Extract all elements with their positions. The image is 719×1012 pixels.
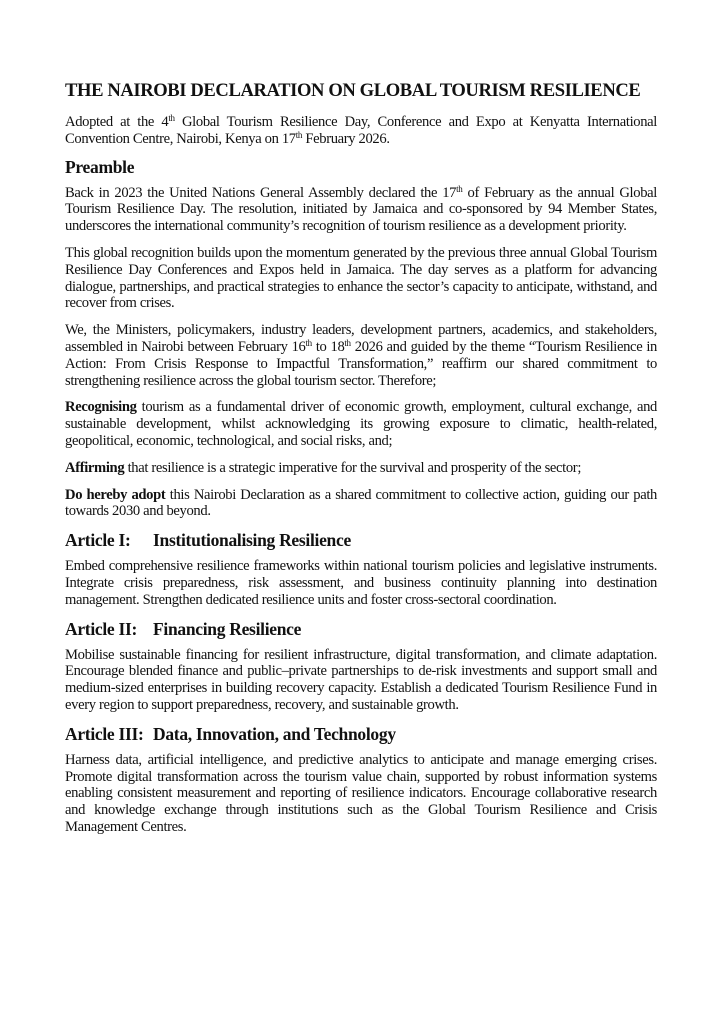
preamble-paragraph-3 <box>65 322 657 389</box>
adoption-statement <box>65 114 657 148</box>
affirming-text: that resilience is a strategic imperative for the survival and prosperity of the sector; <box>124 459 582 476</box>
ordinal-suffix: th <box>456 183 463 194</box>
article-3-heading <box>65 724 657 744</box>
article-2-title: Financing Resilience <box>153 618 302 639</box>
recognising-clause <box>65 399 657 449</box>
ordinal-suffix: th <box>168 113 175 123</box>
article-1-number: Article I: <box>65 530 131 551</box>
recognising-text: tourism as a fundamental driver of economic growth, employment, cultural exchange, and sustainable development, whilst acknowledging its growing exposure to climatic, health-related, geopolitical, economic, technological, and social risks, and; <box>65 399 657 449</box>
affirming-lead: Affirming <box>65 459 125 476</box>
adoption-text-1: Adopted at the 4 <box>65 114 169 130</box>
preamble-p3-text-3: 2026 and guided by the theme “Tourism Resilience in Action: From Crisis Response to Impactful Transformation,” reaffirm our shared commitment to strengthening resilience across the global tourism sector. Therefore; <box>65 338 657 389</box>
adopt-lead: Do hereby adopt <box>65 486 166 503</box>
preamble-paragraph-1 <box>65 185 657 235</box>
ordinal-suffix: th <box>295 129 303 140</box>
adoption-text-2: Global Tourism Resilience Day, Conference and Expo at Kenyatta International Convention Centre, Nairobi, Kenya on 17 <box>65 114 658 147</box>
preamble-p3-text-1: We, the Ministers, policymakers, industry leaders, development partners, academics, and stakeholders, assembled in Nairobi between February 16 <box>65 322 657 355</box>
document-title: THE NAIROBI DECLARATION ON GLOBAL TOURISM RESILIENCE <box>65 80 641 101</box>
article-2-body: Mobilise sustainable financing for resilient infrastructure, digital transformation, and climate adaptation. Encourage blended finance and public–private partnerships to de-risk investments and support small and medium-sized enterprises in building recovery capacity. Establish a dedicated Tourism Resilience Fund in every region to support preparedness, recovery, and sustainable growth. <box>65 646 657 713</box>
ordinal-suffix: th <box>344 337 351 348</box>
affirming-clause <box>65 460 657 477</box>
preamble-p1-text-2: of February as the annual Global Tourism Resilience Day. The resolution, initiated by Jamaica and co-sponsored by 94 Member States, underscores the international community’s recognition of tourism resilience as a development priority. <box>65 184 657 235</box>
article-1-heading <box>65 530 657 550</box>
article-3-title: Data, Innovation, and Technology <box>153 723 396 744</box>
article-2-number: Article II: <box>65 618 138 639</box>
preamble-p1-text-1: Back in 2023 the United Nations General Assembly declared the 17 <box>65 184 457 201</box>
preamble-paragraph-2: This global recognition builds upon the momentum generated by the previous three annual Global Tourism Resilience Day Conferences and Expos held in Jamaica. The day serves as a platform for advancing dialogue, partnerships, and practical strategies to enhance the sector’s capacity to anticipate, withstand, and recover from crises. <box>65 244 657 312</box>
preamble-p3-text-2: to 18 <box>311 338 345 355</box>
adopt-text: this Nairobi Declaration as a shared commitment to collective action, guiding our path towards 2030 and beyond. <box>65 486 657 520</box>
recognising-lead: Recognising <box>65 399 137 416</box>
article-2-heading <box>65 619 657 639</box>
article-3-body: Harness data, artificial intelligence, and predictive analytics to anticipate and manage emerging crises. Promote digital transformation across the tourism value chain, supported by robust information systems enabling consistent measurement and reporting of resilience indicators. Encourage collaborative research and knowledge exchange through institutions such as the Global Tourism Resilience and Crisis Management Centres. <box>65 751 657 835</box>
article-1-body: Embed comprehensive resilience frameworks within national tourism policies and legislative instruments. Integrate crisis preparedness, risk assessment, and business continuity planning into destination management. Strengthen dedicated resilience units and foster cross-sectoral coordination. <box>65 558 657 608</box>
adoption-text-3: February 2026. <box>302 130 390 147</box>
ordinal-suffix: th <box>305 337 312 348</box>
article-3-number: Article III: <box>65 723 144 744</box>
preamble-heading: Preamble <box>65 156 135 177</box>
adopt-clause <box>65 487 657 521</box>
article-1-title: Institutionalising Resilience <box>153 530 351 551</box>
